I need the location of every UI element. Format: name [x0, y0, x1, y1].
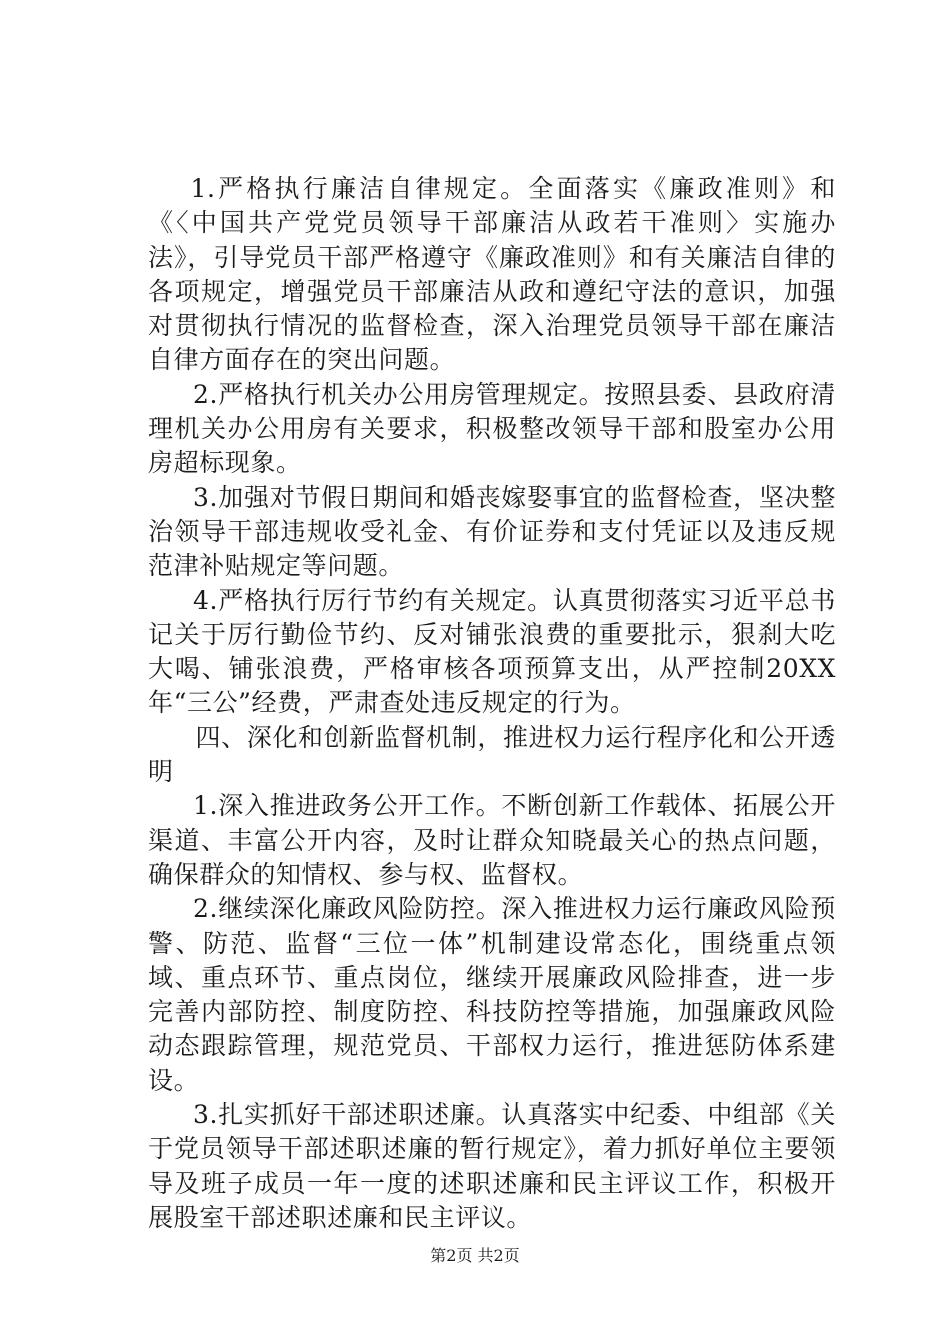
page-number: 第2页 共2页: [430, 1246, 520, 1265]
paragraph-item-6: 2.继续深化廉政风险防控。深入推进权力运行廉政风险预警、防范、监督“三位一体”机制建设常态化，围绕重点领域、重点环节、重点岗位，继续开展廉政风险排查，进一步完善内部防控、制度防控、科技防控等措施，加强廉政风险动态跟踪管理，规范党员、干部权力运行，推进惩防体系建设。: [148, 894, 836, 1095]
document-body: [148, 172, 836, 1235]
paragraph-item-1: 1.严格执行廉洁自律规定。全面落实《廉政准则》和《〈中国共产党党员领导干部廉洁从政若干准则〉实施办法》，引导党员干部严格遵守《廉政准则》和有关廉洁自律的各项规定，增强党员干部廉洁从政和遵纪守法的意识，加强对贯彻执行情况的监督检查，深入治理党员领导干部在廉洁自律方面存在的突出问题。: [148, 174, 836, 375]
paragraph-item-4: 4.严格执行厉行节约有关规定。认真贯彻落实习近平总书记关于厉行勤俭节约、反对铺张浪费的重要批示，狠刹大吃大喝、铺张浪费，严格审核各项预算支出，从严控制20XX年“三公”经费，严肃查处违反规定的行为。: [148, 585, 836, 718]
page-footer: [0, 1243, 950, 1266]
paragraph-item-7: 3.扎实抓好干部述职述廉。认真落实中纪委、中组部《关于党员领导干部述职述廉的暂行规定》，着力抓好单位主要领导及班子成员一年一度的述职述廉和民主评议工作，积极开展股室干部述职述廉和民主评议。: [148, 1100, 836, 1232]
paragraph-item-5: 1.深入推进政务公开工作。不断创新工作载体、拓展公开渠道、丰富公开内容，及时让群众知晓最关心的热点问题，确保群众的知情权、参与权、监督权。: [148, 791, 836, 889]
section-heading-4: 四、深化和创新监督机制，推进权力运行程序化和公开透明: [148, 722, 836, 787]
paragraph-item-2: 2.严格执行机关办公用房管理规定。按照县委、县政府清理机关办公用房有关要求，积极整改领导干部和股室办公用房超标现象。: [148, 379, 836, 478]
paragraph-item-3: 3.加强对节假日期间和婚丧嫁娶事宜的监督检查，坚决整治领导干部违规收受礼金、有价证券和支付凭证以及违反规范津补贴规定等问题。: [148, 482, 836, 581]
